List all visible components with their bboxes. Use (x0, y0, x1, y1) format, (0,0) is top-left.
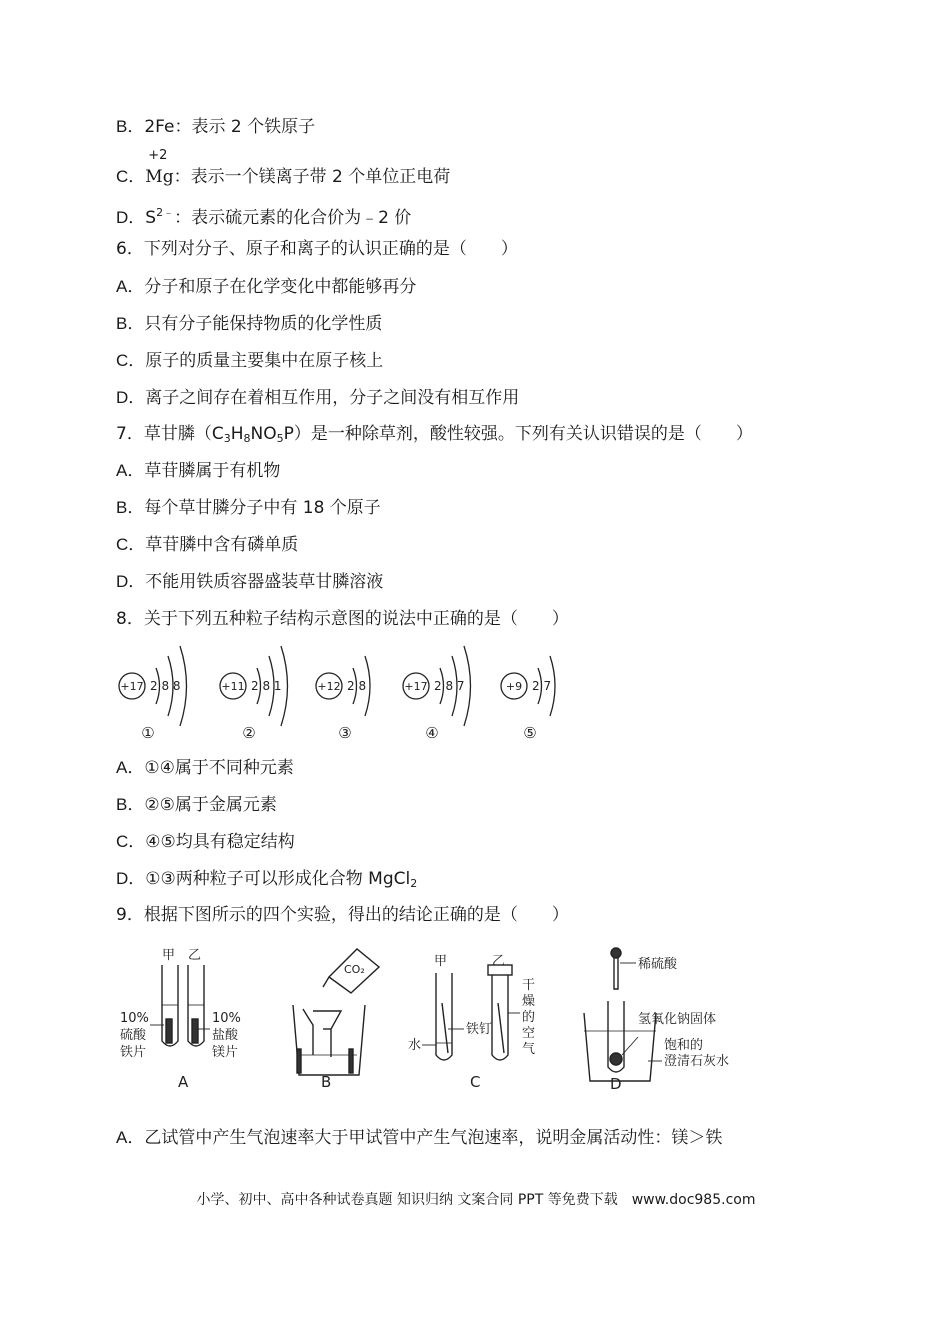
figure-caption: C (470, 1073, 481, 1091)
tube-label-jia: 甲 (162, 948, 176, 963)
option-letter: D． (116, 869, 146, 888)
diagram-label: ② (242, 724, 256, 742)
tube-label-yi: 乙 (188, 948, 202, 963)
option-text: 离子之间存在着相互作用，分子之间没有相互作用 (145, 388, 520, 408)
option-letter: A． (116, 461, 145, 480)
diagram-label: ④ (425, 724, 439, 742)
valence-symbol (145, 148, 174, 188)
q7-stem-part: H (230, 424, 244, 444)
q6-stem: 6．下列对分子、原子和离子的认识正确的是（ ） (116, 239, 518, 259)
q5-option-d (116, 202, 411, 229)
formula-subscript: 3 (223, 432, 231, 445)
option-letter: C． (116, 535, 146, 554)
q8-option-d (116, 868, 417, 895)
nucleus-charge: +9 (505, 680, 523, 693)
valence-superscript: +2 (148, 148, 168, 163)
q7-stem-part: 7．草甘膦（C (116, 424, 224, 444)
acid-label: 稀硫酸 (638, 957, 678, 972)
electron-shells: 2 8 7 (434, 679, 465, 693)
option-letter: B． (116, 314, 145, 333)
option-text: 不能用铁质容器盛装草甘膦溶液 (145, 572, 384, 592)
option-letter: A． (116, 758, 145, 777)
option-letter: B． (116, 498, 145, 517)
atomic-structure-diagrams (108, 640, 568, 745)
q7-option-d (116, 571, 383, 593)
tube-label-jia: 甲 (434, 954, 448, 969)
page-footer: 小学、初中、高中各种试卷真题 知识归纳 文案合同 PPT 等免费下载 www.doc985.com (196, 1192, 756, 1208)
q5-option-b (116, 116, 315, 138)
q8-option-c (116, 831, 295, 853)
left-reagent-line3: 铁片 (120, 1045, 147, 1060)
figure-b-beaker (293, 949, 379, 1075)
right-reagent-line3: 镁片 (212, 1045, 239, 1060)
right-reagent-line2: 盐酸 (212, 1028, 239, 1043)
q7-option-b (116, 497, 381, 519)
formula-subscript: 2 (410, 877, 418, 890)
air-label-2: 燥 (522, 994, 536, 1009)
nucleus-charge: +11 (221, 680, 245, 693)
q9-stem: 9．根据下图所示的四个实验，得出的结论正确的是（ ） (116, 905, 569, 925)
option-letter: C． (116, 832, 146, 851)
option-letter: C． (116, 167, 146, 186)
right-reagent-line1: 10% (212, 1011, 241, 1026)
figure-c-tubes (422, 965, 520, 1060)
q7-stem (116, 423, 753, 450)
q9-option-a (116, 1127, 722, 1149)
air-label-4: 空 (522, 1026, 536, 1041)
tube-label-yi: 乙 (492, 954, 506, 969)
formula-subscript: 5 (276, 432, 284, 445)
q7-stem-part: P）是一种除草剂，酸性较强。下列有关认识错误的是（ ） (283, 424, 753, 444)
option-text: 草苷膦中含有磷单质 (145, 535, 299, 555)
experiment-figures (118, 945, 738, 1095)
electron-shells: 2 8 (347, 679, 367, 693)
electron-shells: 2 8 1 (251, 679, 282, 693)
q7-stem-part: NO (250, 424, 277, 444)
electron-shells: 2 8 8 (150, 679, 181, 693)
q7-option-a (116, 460, 280, 482)
q6-option-a (116, 276, 416, 298)
figure-a-test-tubes (150, 965, 210, 1046)
left-reagent-line1: 10% (120, 1011, 149, 1026)
nucleus-charge: +12 (317, 680, 341, 693)
option-text: ②⑤属于金属元素 (144, 795, 277, 815)
q6-option-b (116, 313, 382, 335)
option-text: 只有分子能保持物质的化学性质 (144, 314, 383, 334)
option-letter: D． (116, 572, 146, 591)
option-letter: A． (116, 1128, 145, 1147)
option-letter: B． (116, 795, 145, 814)
option-text: 草苷膦属于有机物 (144, 461, 281, 481)
option-text: 原子的质量主要集中在原子核上 (145, 351, 384, 371)
q8-option-b (116, 794, 277, 816)
ion-charge: 2﹣ (156, 206, 175, 219)
option-text: ：表示硫元素的化合价为﹣2 价 (174, 208, 412, 228)
nucleus-charge: +17 (120, 680, 144, 693)
lime-label-1: 饱和的 (664, 1038, 704, 1053)
diagram-label: ⑤ (523, 724, 537, 742)
option-text: ①③两种粒子可以形成化合物 MgCl (145, 869, 411, 889)
ion-symbol: S (145, 208, 157, 228)
nucleus-charge: +17 (404, 680, 428, 693)
air-label-1: 干 (522, 978, 536, 993)
option-text: ④⑤均具有稳定结构 (145, 832, 295, 852)
lime-label-2: 澄清石灰水 (664, 1054, 730, 1069)
option-text: 乙试管中产生气泡速率大于甲试管中产生气泡速率，说明金属活动性：镁＞铁 (144, 1128, 723, 1148)
option-text: 每个草甘膦分子中有 18 个原子 (144, 498, 381, 518)
option-text: 2Fe：表示 2 个铁原子 (144, 117, 316, 137)
option-letter: C． (116, 351, 146, 370)
gas-label: CO₂ (344, 963, 365, 976)
q7-option-c (116, 534, 298, 556)
q8-option-a (116, 757, 294, 779)
diagram-label: ③ (338, 724, 352, 742)
air-label-3: 的 (522, 1010, 536, 1025)
option-text: 分子和原子在化学变化中都能够再分 (144, 277, 417, 297)
water-label: 水 (408, 1038, 422, 1053)
option-letter: A． (116, 277, 145, 296)
q6-option-d (116, 387, 519, 409)
electron-shells: 2 7 (532, 679, 552, 693)
figure-caption: B (321, 1073, 332, 1091)
left-reagent-line2: 硫酸 (120, 1028, 147, 1043)
option-text: ①④属于不同种元素 (144, 758, 294, 778)
element-symbol: Mg (145, 167, 174, 187)
q5-option-c (116, 148, 451, 188)
diagram-label: ① (141, 724, 155, 742)
figure-caption: A (178, 1073, 189, 1091)
air-label-5: 气 (522, 1042, 536, 1057)
option-letter: D． (116, 388, 146, 407)
formula-subscript: 8 (243, 432, 251, 445)
option-letter: D． (116, 208, 146, 227)
q6-option-c (116, 350, 383, 372)
q8-stem: 8．关于下列五种粒子结构示意图的说法中正确的是（ ） (116, 609, 569, 629)
option-letter: B． (116, 117, 145, 136)
solid-label: 氢氧化钠固体 (638, 1012, 717, 1027)
nail-label: 铁钉 (466, 1022, 493, 1037)
figure-caption: D (610, 1075, 622, 1093)
option-text: ：表示一个镁离子带 2 个单位正电荷 (173, 167, 451, 187)
